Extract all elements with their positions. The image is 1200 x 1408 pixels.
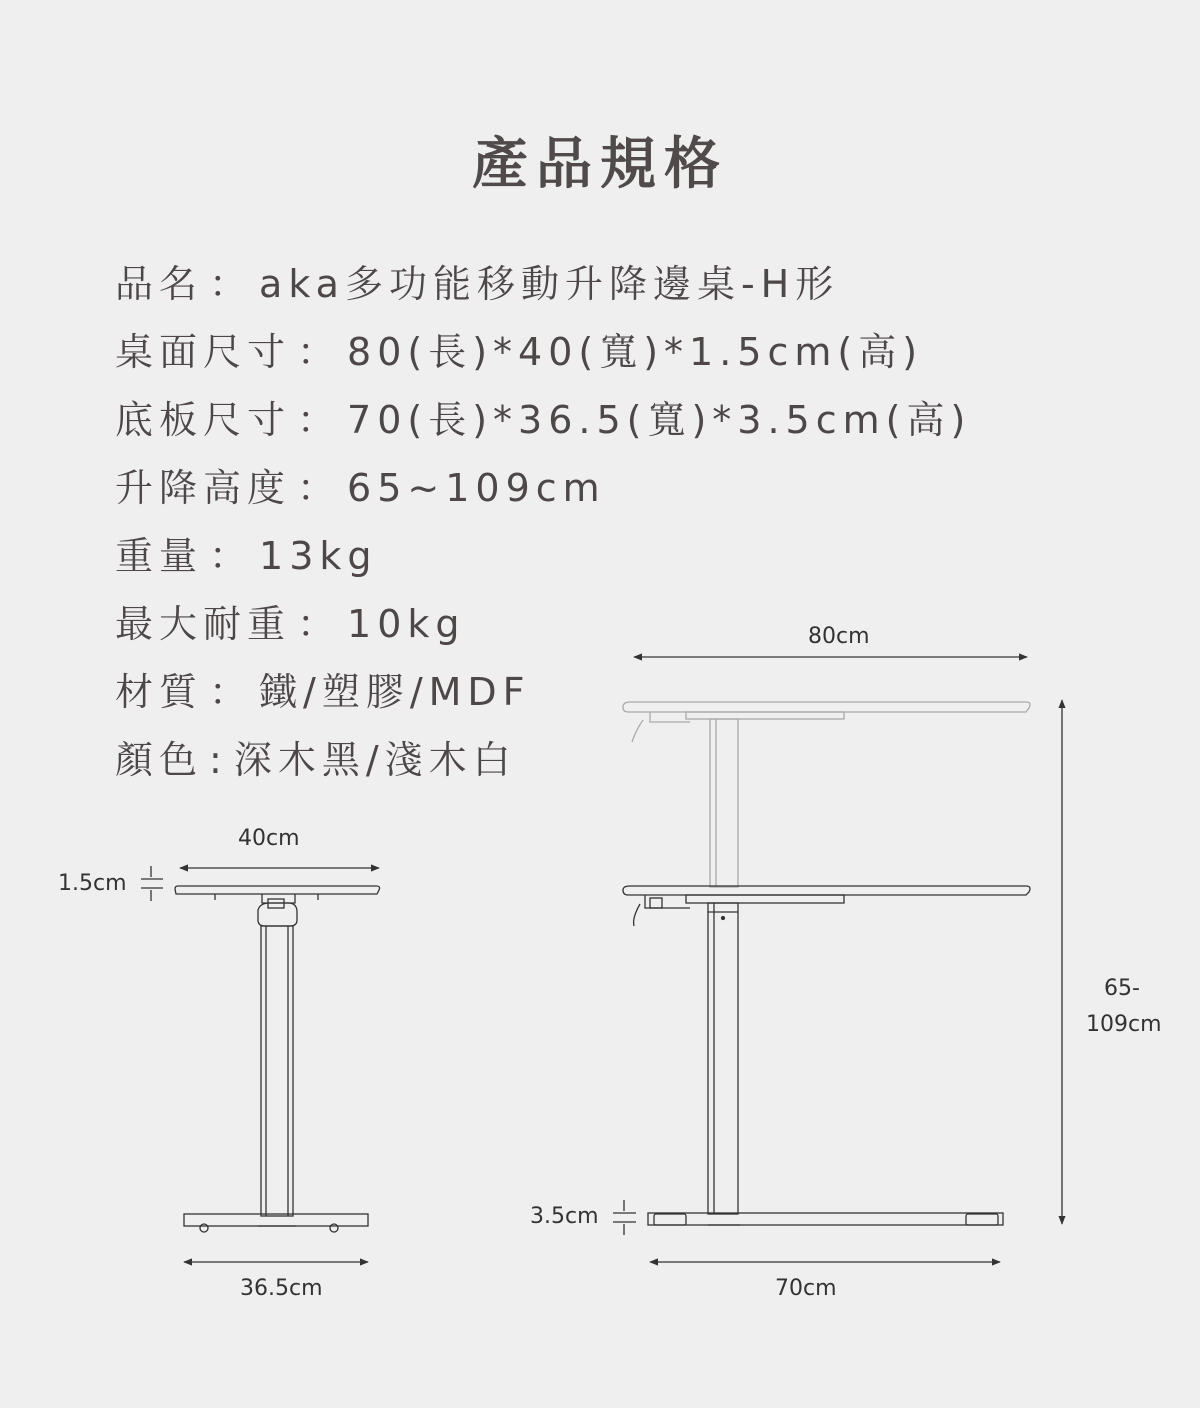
side-top-width-label: 40cm <box>238 826 300 851</box>
spec-separator: ： <box>297 330 342 374</box>
side-view <box>141 866 380 1262</box>
spec-label: 底板尺寸 <box>115 398 292 442</box>
spec-value: 深木黑/淺木白 <box>233 738 517 782</box>
front-base <box>648 1213 1003 1225</box>
front-tabletop <box>623 886 1030 895</box>
height-range-label-line1: 65- <box>1104 976 1140 1001</box>
spec-separator: ： <box>209 262 254 306</box>
spec-separator: ： <box>209 534 254 578</box>
spec-separator: ： <box>297 602 342 646</box>
spec-separator: ： <box>297 398 342 442</box>
front-base-thickness-label: 3.5cm <box>530 1204 599 1229</box>
spec-label: 材質 <box>115 670 204 714</box>
spec-separator: ： <box>297 466 342 510</box>
spec-label: 重量 <box>115 534 204 578</box>
height-range-label-line2: 109cm <box>1086 1012 1162 1037</box>
spec-value: 鐵/塑膠/MDF <box>259 670 531 714</box>
page-title: 產品規格 <box>472 132 728 197</box>
spec-separator: ： <box>209 670 254 714</box>
side-tabletop <box>175 886 380 894</box>
spec-label: 升降高度 <box>115 466 292 510</box>
spec-label: 品名 <box>115 262 204 306</box>
side-top-thickness-marker <box>141 866 163 901</box>
front-base-width-label: 70cm <box>775 1276 837 1301</box>
spec-value: 10kg <box>347 602 466 646</box>
side-handle <box>258 903 297 926</box>
spec-separator: : <box>209 738 228 782</box>
front-top-width-label: 80cm <box>808 624 870 649</box>
spec-value: 80(長)*40(寬)*1.5cm(高) <box>347 330 924 374</box>
front-raised-tabletop <box>623 702 1030 887</box>
spec-value: 70(長)*36.5(寬)*3.5cm(高) <box>347 398 972 442</box>
front-column <box>708 903 738 1214</box>
front-view <box>613 657 1062 1262</box>
spec-value: 65~109cm <box>347 466 606 510</box>
spec-label: 桌面尺寸 <box>115 330 292 374</box>
spec-label: 顏色 <box>115 738 204 782</box>
front-apron <box>686 895 844 903</box>
side-base-width-label: 36.5cm <box>240 1276 323 1301</box>
side-top-thickness-label: 1.5cm <box>58 871 127 896</box>
front-base-thickness-marker <box>613 1200 636 1235</box>
spec-value: 13kg <box>259 534 378 578</box>
spec-label: 最大耐重 <box>115 602 292 646</box>
spec-value: aka多功能移動升降邊桌-H形 <box>259 262 840 306</box>
